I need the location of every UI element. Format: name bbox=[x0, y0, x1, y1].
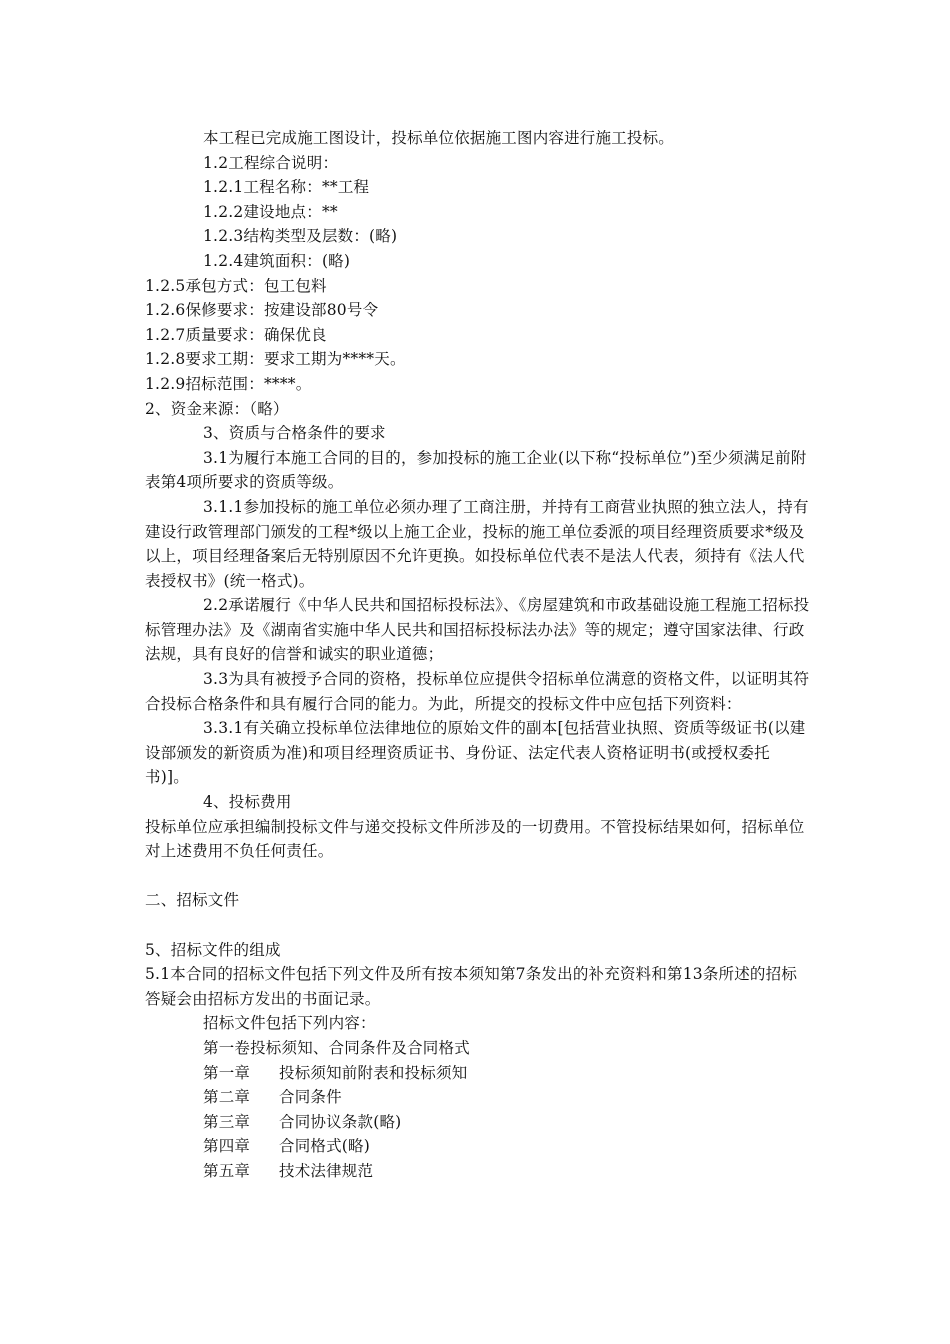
blank-line bbox=[145, 864, 810, 889]
section-heading: 2、资金来源：（略） bbox=[145, 399, 289, 418]
section-heading: 4、投标费用 bbox=[203, 793, 292, 812]
chapter-number: 第二章 bbox=[203, 1088, 251, 1107]
chapter-number: 第一章 bbox=[203, 1063, 251, 1082]
paragraph: 1.2.2建设地点：** bbox=[203, 202, 338, 221]
chapter-line bbox=[145, 1159, 810, 1184]
chapter-line bbox=[145, 1061, 810, 1086]
paragraph: 5.1本合同的招标文件包括下列文件及所有按本须知第7条发出的补充资料和第13条所述的招标答疑会由招标方发出的书面记录。 bbox=[145, 965, 798, 1008]
paragraph: 3.1为履行本施工合同的目的，参加投标的施工企业(以下称“投标单位”)至少须满足前附表第4项所要求的资质等级。 bbox=[145, 448, 807, 492]
paragraph: 招标文件包括下列内容： bbox=[203, 1014, 376, 1033]
chapter-number: 第三章 bbox=[203, 1112, 251, 1131]
chapter-number: 第四章 bbox=[203, 1137, 251, 1156]
chapter-title: 技术法律规范 bbox=[279, 1161, 374, 1180]
paragraph: 1.2工程综合说明： bbox=[203, 153, 339, 172]
paragraph: 1.2.8要求工期：要求工期为****天。 bbox=[145, 350, 406, 369]
chapter-line bbox=[145, 1134, 810, 1159]
section-heading: 5、招标文件的组成 bbox=[145, 940, 281, 959]
paragraph: 1.2.6保修要求：按建设部80号令 bbox=[145, 301, 379, 320]
paragraph: 1.2.5承包方式：包工包料 bbox=[145, 276, 327, 295]
chapter-title: 合同条件 bbox=[279, 1088, 342, 1107]
paragraph: 投标单位应承担编制投标文件与递交投标文件所涉及的一切费用。不管投标结果如何，招标单位对上述费用不负任何责任。 bbox=[145, 817, 805, 861]
chapter-line bbox=[145, 1110, 810, 1135]
paragraph: 1.2.3结构类型及层数：(略) bbox=[203, 227, 398, 246]
paragraph: 本工程已完成施工图设计，投标单位依据施工图内容进行施工投标。 bbox=[203, 129, 675, 147]
paragraph: 1.2.9招标范围：****。 bbox=[145, 374, 312, 393]
section-heading: 3、资质与合格条件的要求 bbox=[203, 424, 386, 443]
chapter-number: 第五章 bbox=[203, 1161, 251, 1180]
blank-line bbox=[145, 913, 810, 938]
paragraph: 3.1.1参加投标的施工单位必须办理了工商注册，并持有工商营业执照的独立法人，持有建设行政管理部门颁发的工程*级以上施工企业，投标的施工单位委派的项目经理资质要求*级及以上，项目经理备案后无特别原因不允许更换。如投标单位代表不是法人代表，须持有《法人代表授权书》(统一格式)。 bbox=[145, 497, 809, 590]
chapter-title: 投标须知前附表和投标须知 bbox=[279, 1063, 468, 1082]
paragraph: 1.2.4建筑面积：(略) bbox=[203, 251, 351, 270]
chapter-title: 合同格式(略) bbox=[279, 1137, 370, 1156]
paragraph: 3.3.1有关确立投标单位法律地位的原始文件的副本[包括营业执照、资质等级证书(以建设部颁发的新资质为准)和项目经理资质证书、身份证、法定代表人资格证明书(或授权委托书)]。 bbox=[145, 719, 806, 787]
paragraph: 2.2承诺履行《中华人民共和国招标投标法》、《房屋建筑和市政基础设施工程施工招标投标管理办法》及《湖南省实施中华人民共和国招标投标法办法》等的规定；遵守国家法律、行政法规，具有良好的信誉和诚实的职业道德； bbox=[145, 596, 810, 664]
paragraph: 1.2.1工程名称：**工程 bbox=[203, 178, 370, 197]
paragraph: 3.3为具有被授予合同的资格，投标单位应提供令招标单位满意的资格文件，以证明其符合投标合格条件和具有履行合同的能力。为此，所提交的投标文件中应包括下列资料： bbox=[145, 670, 810, 713]
chapter-title: 合同协议条款(略) bbox=[279, 1112, 402, 1131]
paragraph: 第一卷投标须知、合同条件及合同格式 bbox=[203, 1038, 470, 1057]
paragraph: 1.2.7质量要求：确保优良 bbox=[145, 325, 327, 344]
document-body bbox=[145, 126, 810, 1184]
section-heading: 二、招标文件 bbox=[145, 891, 240, 910]
chapter-line bbox=[145, 1085, 810, 1110]
